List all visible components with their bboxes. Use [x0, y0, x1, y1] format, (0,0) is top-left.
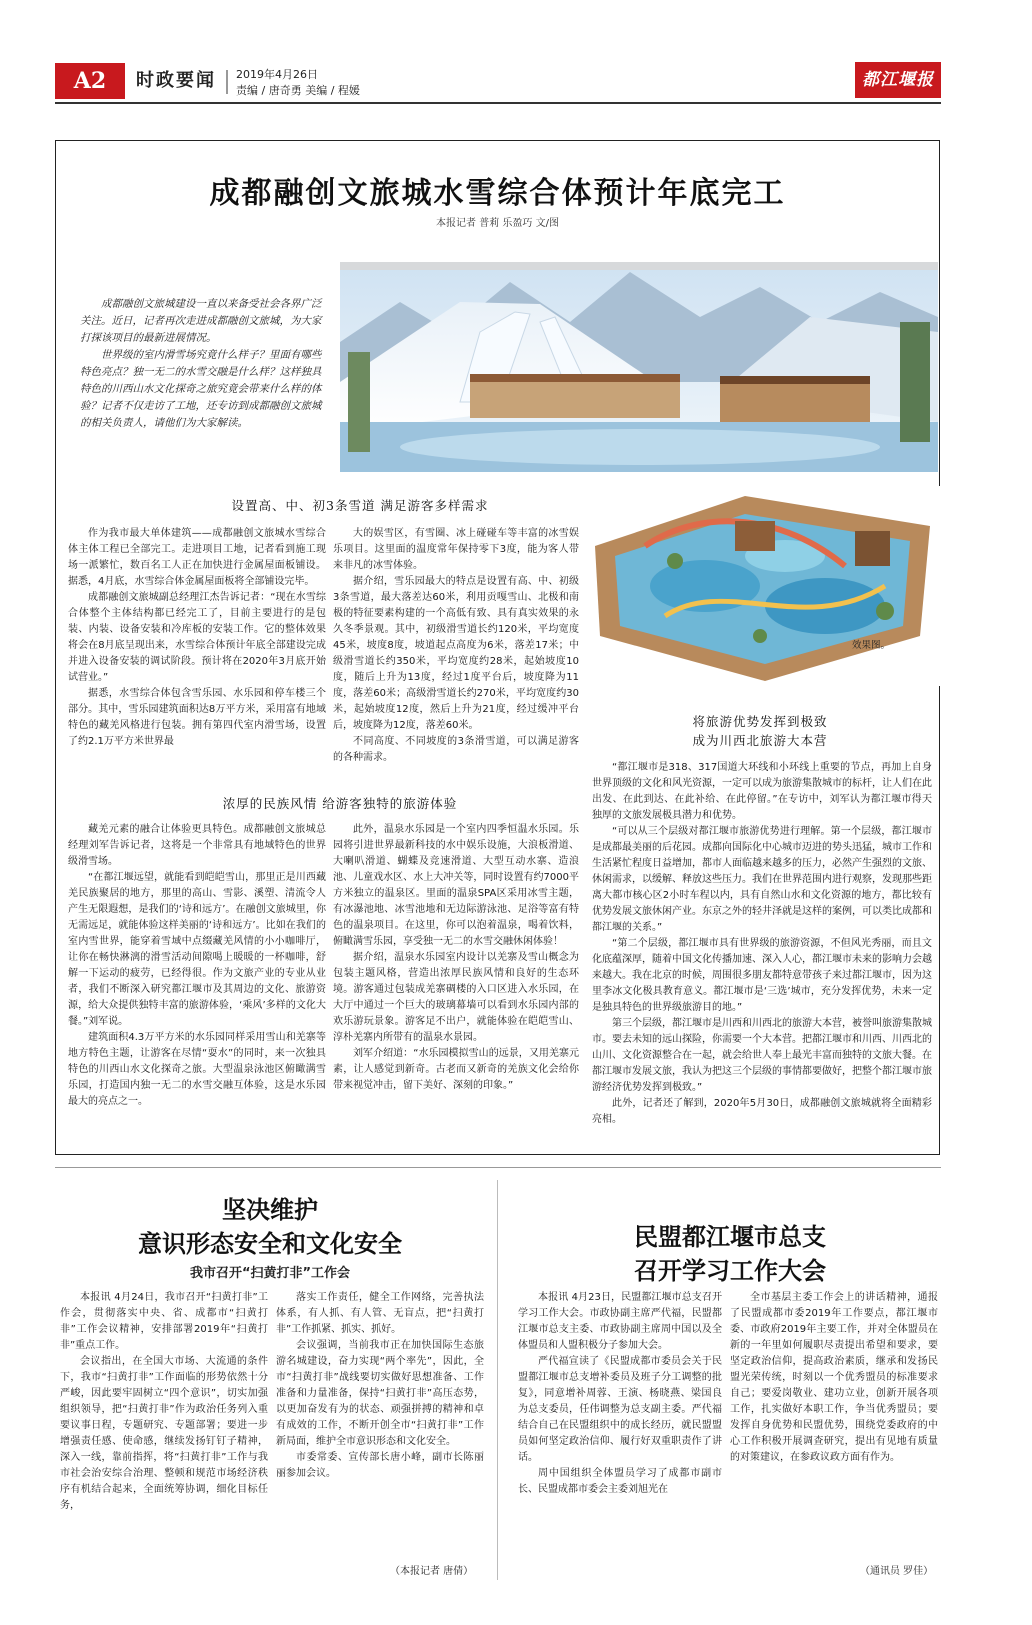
feature-headline: 成都融创文旅城水雪综合体预计年底完工 — [209, 176, 786, 211]
feature-lede — [80, 296, 325, 432]
header-rule — [55, 102, 941, 104]
paragraph: 据介绍，雪乐园最大的特点是设置有高、中、初级3条雪道，最大落差达60米，利用贡嘎雪山、北极和南极的特征要素构建的一个高低有致、具有真实效果的永久冬季景观。其中，初级滑雪道长约120米，平均宽度45米，坡度8度，坡道起点高度为6米，落差17米；中级滑雪道长约350米，平均宽度约28米，起始坡度10度，随后上升为13度，经过1度平台后，坡度降为11度，落差60米；高级滑雪道长约270米，平均宽度约30米，起始坡度12度，然后上升为21度，经过缓冲平台后，坡度降为12度，落差60米。 — [333, 576, 579, 731]
story-left-column-2 — [276, 1290, 484, 1558]
issue-date: 2019年4月26日 — [236, 68, 318, 81]
lede-paragraph: 成都融创文旅城建设一直以来备受社会各界广泛关注。近日，记者再次走进成都融创文旅城，为大家打探该项目的最新进展情况。 — [80, 298, 322, 344]
ski-slope-illustration — [340, 262, 938, 472]
feature-byline: 本报记者 普莉 乐盈巧 文/图 — [436, 218, 559, 229]
paragraph: 本报讯 4月24日，我市召开“扫黄打非”工作会，贯彻落实中央、省、成都市“扫黄打非”工作会议精神，安排部署2019年“扫黄打非”重点工作。 — [60, 1292, 268, 1351]
paragraph: 全市基层主委工作会上的讲话精神，通报了民盟成都市委2019年工作要点，都江堰市委、市政府2019年主要工作，并对全体盟员在新的一年里如何履职尽责提出希望和要求，要坚定政治信仰，提高政治素质，继承和发扬民盟光荣传统，时刻以一个优秀盟员的标准要求自己；要爱岗敬业、建功立业，创新开展各项工作，扎实做好本职工作，争当优秀盟员；要发挥自身优势和民盟优势，围绕党委政府的中心工作积极开展调查研究，提出有见地有质量的对策建议，在参政议政方面有作为。 — [730, 1292, 938, 1463]
paragraph: 据介绍，温泉水乐园室内设计以羌寨及雪山概念为包装主题风格，营造出浓厚民族风情和良好的生态环境。游客通过包装成羌寨碉楼的入口区进入水乐园，在大厅中通过一个巨大的玻璃幕墙可以看到水乐园内部的欢乐游玩景象。游客足不出户，就能体验在皑皑雪山、淳朴羌寨内所带有的温泉水景园。 — [333, 952, 579, 1043]
bottom-rule — [55, 1167, 941, 1168]
subheading-3: 将旅游优势发挥到极致 成为川西北旅游大本营 — [692, 714, 828, 748]
paragraph: 据悉，水雪综合体包含雪乐园、水乐园和停车楼三个部分。其中，雪乐园建筑面积达8万平方米，采用富有地域特色的藏羌风格进行包装。拥有第四代室内滑雪场，设置了约2.1万平方米世界最 — [68, 688, 326, 747]
ski-slope-rendering — [340, 262, 938, 472]
paragraph: 此外，温泉水乐园是一个室内四季恒温水乐园。乐园将引进世界最新科技的水中娱乐设施，大浪板滑道、大喇叭滑道、蝴蝶及竞速滑道、大型互动水寨、造浪池、儿童戏水区、水上大冲关等，同时设置有约7000平方米独立的温泉区。里面的温泉SPA区采用冰雪主题，有冰瀑池地、冰雪池地和无边际游泳池、足浴等富有特色的温泉项目。在这里，你可以泡着温泉，喝着饮料，俯瞰满雪乐园，享受独一无二的水雪交融休闲体验！ — [333, 824, 579, 947]
story-right-column-1 — [518, 1290, 722, 1575]
story-right-signoff: （通讯员 罗佳） — [860, 1566, 934, 1577]
paragraph: 不同高度、不同坡度的3条滑雪道，可以满足游客的各种需求。 — [333, 736, 579, 763]
paragraph: 成都融创文旅城副总经理江杰告诉记者：“现在水雪综合体整个主体结构都已经完工了，目前主要进行的是包装、内装、设备安装和冷库板的安装工作。它的整体效果将会在8月底呈现出来，水雪综合体预计年底全部建设完成并进入设备安装的调试阶段。预计将在2020年3月底开始试营业。” — [68, 592, 326, 683]
paragraph: 此外，记者还了解到，2020年5月30日，成都融创文旅城就将全面精彩亮相。 — [592, 1098, 932, 1125]
paragraph: 会议强调，当前我市正在加快国际生态旅游名城建设，奋力实现“两个率先”，因此，全市“扫黄打非”战线要切实做好思想准备、工作准备和力量准备，保持“扫黄打非”高压态势，以更加奋发有为的状态、顽强拼搏的精神和卓有成效的工作，不断开创全市“扫黄打非”工作新局面，维护全市意识形态和文化安全。 — [276, 1340, 484, 1447]
paragraph: “在都江堰远望，就能看到皑皑雪山，那里正是川西藏羌民族聚居的地方，那里的高山、雪影、溪塑、清流令人产生无限遐想，是我们的‘诗和远方’。在融创文旅城里，你无需远足，就能体验这样美丽的‘诗和远方’。比如在我们的室内雪世界，能穿着雪域中点缀藏羌风情的小小咖啡厅，让你在畅快淋漓的滑雪活动间隙喝上暖暖的一杯咖啡，舒解一下运动的疲劳，已经得很。作为文旅产业的专业从业者，我们不断深入研究都江堰市及其周边的文化、旅游资源，给大众提供独特丰富的旅游体验，‘乘风’多样的文化大餐。”刘军说。 — [68, 872, 326, 1027]
feature-column-4 — [333, 822, 579, 1144]
story-left-column-1 — [60, 1290, 268, 1575]
water-park-illustration — [585, 486, 940, 686]
editor-credit: 责编 / 唐奇勇 美编 / 程媛 — [236, 84, 360, 97]
paragraph: 严代福宣读了《民盟成都市委员会关于民盟都江堰市总支增补委员及班子分工调整的批复》，同意增补周蓉、王演、杨晓燕、梁国良为总支委员，任伟调整为总支副主委。严代福结合自己在民盟组织中的成长经历，就民盟盟员如何坚定政治信仰、履行好双重职责作了讲话。 — [518, 1356, 722, 1463]
paragraph: 藏羌元素的融合让体验更具特色。成都融创文旅城总经理刘军告诉记者，这将是一个非常具有地域特色的世界级滑雪场。 — [68, 824, 326, 867]
story-left-subtitle: 我市召开“扫黄打非”工作会 — [189, 1266, 351, 1281]
paragraph: 落实工作责任，健全工作网络，完善执法体系，有人抓、有人管、无盲点，把“扫黄打非”工作抓紧、抓实、抓好。 — [276, 1292, 484, 1335]
story-left-signoff: （本报记者 唐倩） — [390, 1566, 474, 1577]
feature-column-1 — [68, 526, 326, 781]
paragraph: 第三个层级，都江堰市是川西和川西北的旅游大本营，被誉叫旅游集散城市。要去未知的远山探险，你需要一个大本营。把都江堰市和川西、川西北的山川、文化资源整合在一起，就会给世人奉上最光丰富而独特的文旅大餐。在都江堰市发展文旅，我认为把这三个层级的事情都要做好，把整个都江堰市旅游经济优势发挥到极致。” — [592, 1018, 932, 1093]
paragraph: 刘军介绍道：“水乐园模拟雪山的远景，又用羌寨元素，让人感觉到新奇。古老而又新奇的羌族文化会给你带来视觉冲击，留下美好、深刻的印象。” — [333, 1048, 579, 1091]
header-divider — [226, 70, 228, 94]
story-left-headline — [60, 1193, 480, 1261]
feature-column-3 — [68, 822, 326, 1144]
water-park-rendering — [585, 486, 940, 686]
photo-caption: 效果图。 — [852, 640, 891, 651]
feature-column-2 — [333, 526, 579, 781]
paragraph: 会议指出，在全国大市场、大流通的条件下，我市“扫黄打非”工作面临的形势依然十分严峻，因此要牢固树立“四个意识”，切实加强组织领导，把“扫黄打非”作为政治任务列入重要议事日程，专题研究、专题部署；要进一步增强责任感、使命感，继续发扬钉钉子精神，深入一线，靠前指挥，将“扫黄打非”工作与我市社会治安综合治理、整顿和规范市场经济秩序有机结合起来，全面统筹协调，细化目标任务， — [60, 1356, 268, 1511]
paragraph: 周中国组织全体盟员学习了成都市副市长、民盟成都市委会主委刘旭光在 — [518, 1468, 722, 1495]
story-right-headline — [520, 1220, 940, 1288]
subheading-1: 设置高、中、初3条雪道 满足游客多样需求 — [231, 498, 489, 513]
section-name: 时政要闻 — [136, 70, 216, 91]
story-right-column-2 — [730, 1290, 938, 1558]
headline-line: 坚决维护 — [222, 1195, 318, 1224]
paragraph: “都江堰市是318、317国道大环线和小环线上重要的节点，再加上自身世界顶级的文化和风光资源，一定可以成为旅游集散城市的标杆，让人们在此出发、在此到达、在此补给、在此停留。”在专访中，刘军认为都江堰市得天独厚的文旅发展极具潜力和优势。 — [592, 762, 932, 821]
paragraph: “第二个层级，都江堰市具有世界级的旅游资源，不但风光秀丽，而且文化底蕴深厚，随着中国文化传播加速、深入人心，都江堰市未来的影响力会越来越大。我在北京的时候，周围很多朋友都特意带孩子来过都江堰市，因为这里李冰文化极具教育意义。都江堰市是‘三选’城市，充分发挥优势，未来一定是独具特色的世界级旅游目的地。” — [592, 938, 932, 1013]
paragraph: “可以从三个层级对都江堰市旅游优势进行理解。第一个层级，都江堰市是成都最美丽的后花园。成都向国际化中心城市迈进的势头迅猛，城市工作和生活紧忙程度日益增加，都市人面临越来越多的压力，必然产生强烈的文旅、休闲需求，以缓解、释放这些压力。我们在世界范围内进行观察，发现那些距离大都市核心区2小时车程以内，具有自然山水和文化资源的地方，都比较有优势发展文旅休闲产业。东京之外的轻井泽就是这样的案例，可以类比成都和都江堰的关系。” — [592, 826, 932, 933]
feature-column-5 — [592, 760, 932, 1144]
paragraph: 市委常委、宣传部长唐小峰，副市长陈丽丽参加会议。 — [276, 1452, 484, 1479]
headline-line: 召开学习工作大会 — [634, 1256, 826, 1285]
page-number: A2 — [55, 63, 125, 99]
headline-line: 意识形态安全和文化安全 — [138, 1229, 402, 1258]
headline-line: 民盟都江堰市总支 — [634, 1222, 826, 1251]
newspaper-logo: 都江堰报 — [855, 62, 941, 98]
paragraph: 作为我市最大单体建筑——成都融创文旅城水雪综合体主体工程已全部完工。走进项目工地，记者看到施工现场一派繁忙，数百名工人正在加快进行金属屋面板铺设。据悉，4月底，水雪综合体金属屋面板将全部铺设完毕。 — [68, 528, 326, 587]
lede-paragraph: 世界级的室内滑雪场究竟什么样子？里面有哪些特色亮点？独一无二的水雪交融是什么样？这样独具特色的川西山水文化探奇之旅究竟会带来什么样的体验？记者不仅走访了工地，还专访到成都融创文旅城的相关负责人，请他们为大家解读。 — [80, 349, 322, 429]
paragraph: 本报讯 4月23日，民盟都江堰市总支召开学习工作大会。市政协副主席严代福，民盟都江堰市总支主委、市政协副主席周中国以及全体盟员和人盟积极分子参加大会。 — [518, 1292, 722, 1351]
paragraph: 大的娱雪区，有雪圈、冰上碰碰车等丰富的冰雪娱乐项目。这里面的温度常年保持零下3度，能为客人带来非凡的冰雪体验。 — [333, 528, 579, 571]
paragraph: 建筑面积4.3万平方米的水乐园同样采用雪山和羌寨等地方特色主题，让游客在尽情“耍水”的同时，来一次独具特色的川西山水文化探奇之旅。大型温泉泳池区俯瞰满雪乐园，打造国内独一无二的水雪交融互体验，这是水乐园最大的亮点之一。 — [68, 1032, 326, 1107]
subheading-2: 浓厚的民族风情 给游客独特的旅游体验 — [222, 796, 458, 811]
story-separator — [497, 1180, 498, 1580]
